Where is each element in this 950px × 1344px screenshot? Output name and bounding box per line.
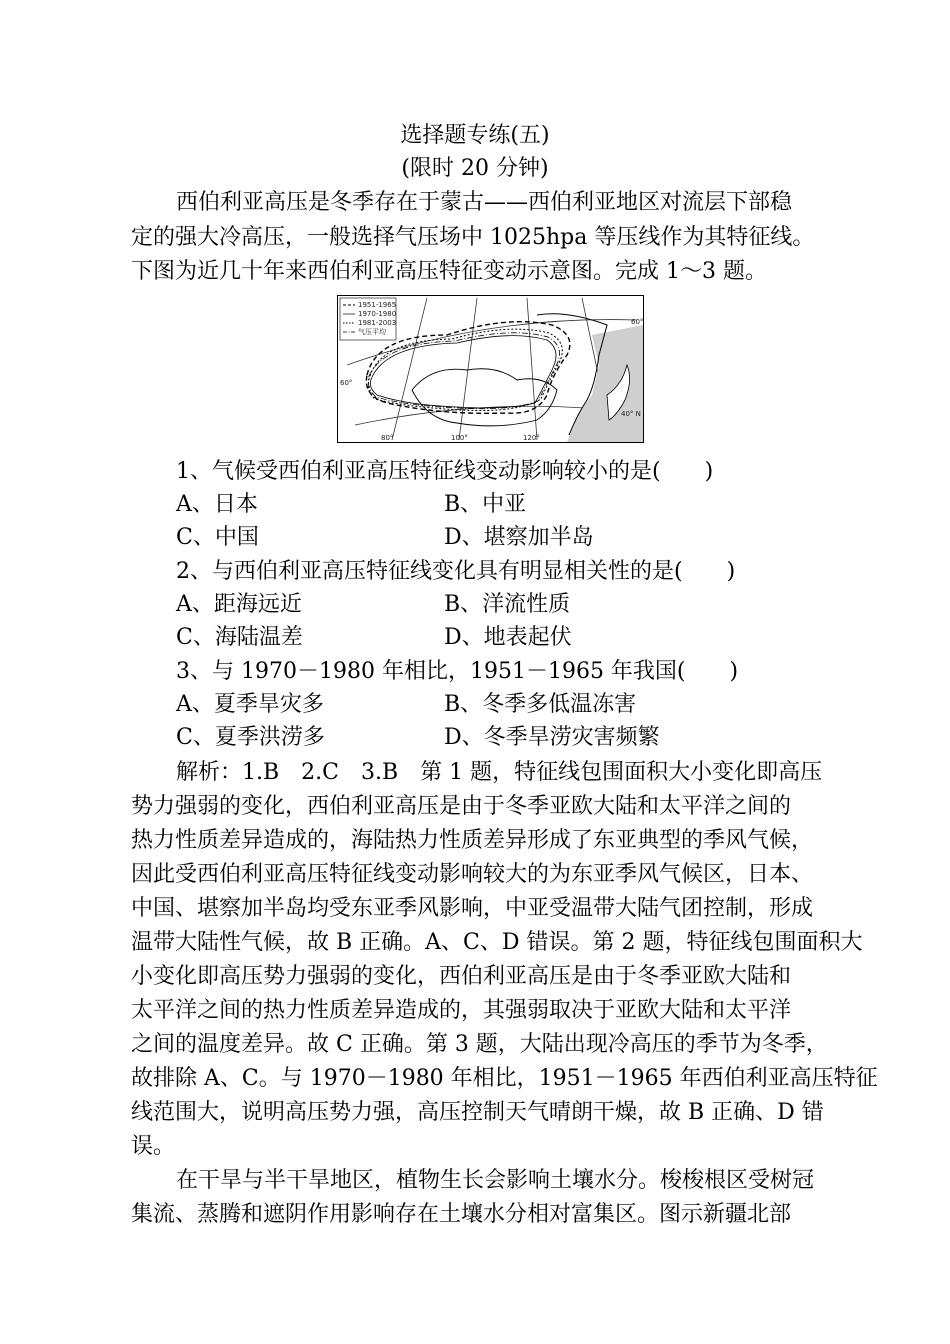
legend-label-2: 1970-1980 [358,310,397,318]
analysis-line-7: 小变化即高压势力强弱的变化，西伯利亚高压是由于冬季亚欧大陆和 [131,964,792,989]
analysis-line-3: 热力性质差异造成的，海陆热力性质差异形成了东亚典型的季风气候， [131,828,814,853]
question-3-option-b: B、冬季多低温冻害 [444,692,637,717]
analysis-line-10: 故排除 A、C。与 1970－1980 年相比，1951－1965 年西伯利亚高压特征 [131,1066,878,1091]
intro-line-3: 下图为近几十年来西伯利亚高压特征变动示意图。完成 1～3 题。 [131,259,767,284]
intro-line-2: 定的强大冷高压，一般选择气压场中 1025hpa 等压线作为其特征线。 [131,225,815,250]
question-2-option-b: B、洋流性质 [444,592,571,617]
lat-label-40: 40° N [621,410,641,418]
next-passage-line-1: 在干旱与半干旱地区，植物生长会影响土壤水分。梭梭根区受树冠 [176,1168,815,1193]
analysis-line-11: 线范围大，说明高压势力强，高压控制天气晴朗干燥，故 B 正确、D 错 [131,1100,824,1125]
analysis-line-2: 势力强弱的变化，西伯利亚高压是由于冬季亚欧大陆和太平洋之间的 [131,794,792,819]
lon-label-80: 80° [381,434,394,442]
analysis-line-12: 误。 [131,1134,176,1159]
question-1-stem: 1、气候受西伯利亚高压特征线变动影响较小的是( ) [176,459,714,484]
question-2-stem: 2、与西伯利亚高压特征线变化具有明显相关性的是( ) [176,559,736,584]
question-3-option-c: C、夏季洪涝多 [176,725,325,750]
page-title: 选择题专练(五) [400,123,550,148]
analysis-line-8: 太平洋之间的热力性质差异造成的，其强弱取决于亚欧大陆和太平洋 [131,998,792,1023]
question-1-option-c: C、中国 [176,525,259,550]
question-1-option-b: B、中亚 [444,492,527,517]
question-2-option-c: C、海陆温差 [176,625,303,650]
question-2-option-a: A、距海远近 [176,592,302,617]
page-subtitle: (限时 20 分钟) [401,156,549,181]
analysis-line-1: 解析：1.B 2.C 3.B 第 1 题，特征线包围面积大小变化即高压 [176,760,823,785]
legend-label-3: 1981-2003 [358,319,397,327]
lat-label-60-left: 60° [340,379,353,387]
question-3-stem: 3、与 1970－1980 年相比，1951－1965 年我国( ) [176,659,739,684]
question-3-option-d: D、冬季旱涝灾害频繁 [444,725,660,750]
legend-label-4: 气压平均 [358,328,386,336]
lon-label-100: 100° [451,434,468,442]
siberian-high-map [337,295,644,443]
next-passage-line-2: 集流、蒸腾和遮阴作用影响存在土壤水分相对富集区。图示新疆北部 [131,1202,792,1227]
analysis-line-4: 因此受西伯利亚高压特征线变动影响较大的为东亚季风气候区，日本、 [131,862,814,887]
question-2-option-d: D、地表起伏 [444,625,572,650]
lat-label-60-right: 60° [631,318,644,326]
map-svg [337,295,644,443]
question-1-option-d: D、堪察加半岛 [444,525,594,550]
analysis-line-9: 之间的温度差异。故 C 正确。第 3 题，大陆出现冷高压的季节为冬季， [131,1032,828,1057]
question-3-option-a: A、夏季旱灾多 [176,692,324,717]
analysis-line-5: 中国、堪察加半岛均受东亚季风影响，中亚受温带大陆气团控制，形成 [131,896,814,921]
intro-line-1: 西伯利亚高压是冬季存在于蒙古——西伯利亚地区对流层下部稳 [176,190,793,215]
question-1-option-a: A、日本 [176,492,258,517]
analysis-line-6: 温带大陆性气候，故 B 正确。A、C、D 错误。第 2 题，特征线包围面积大 [131,930,863,955]
lon-label-120: 120° [523,434,540,442]
legend-label-1: 1951-1965 [358,301,397,309]
